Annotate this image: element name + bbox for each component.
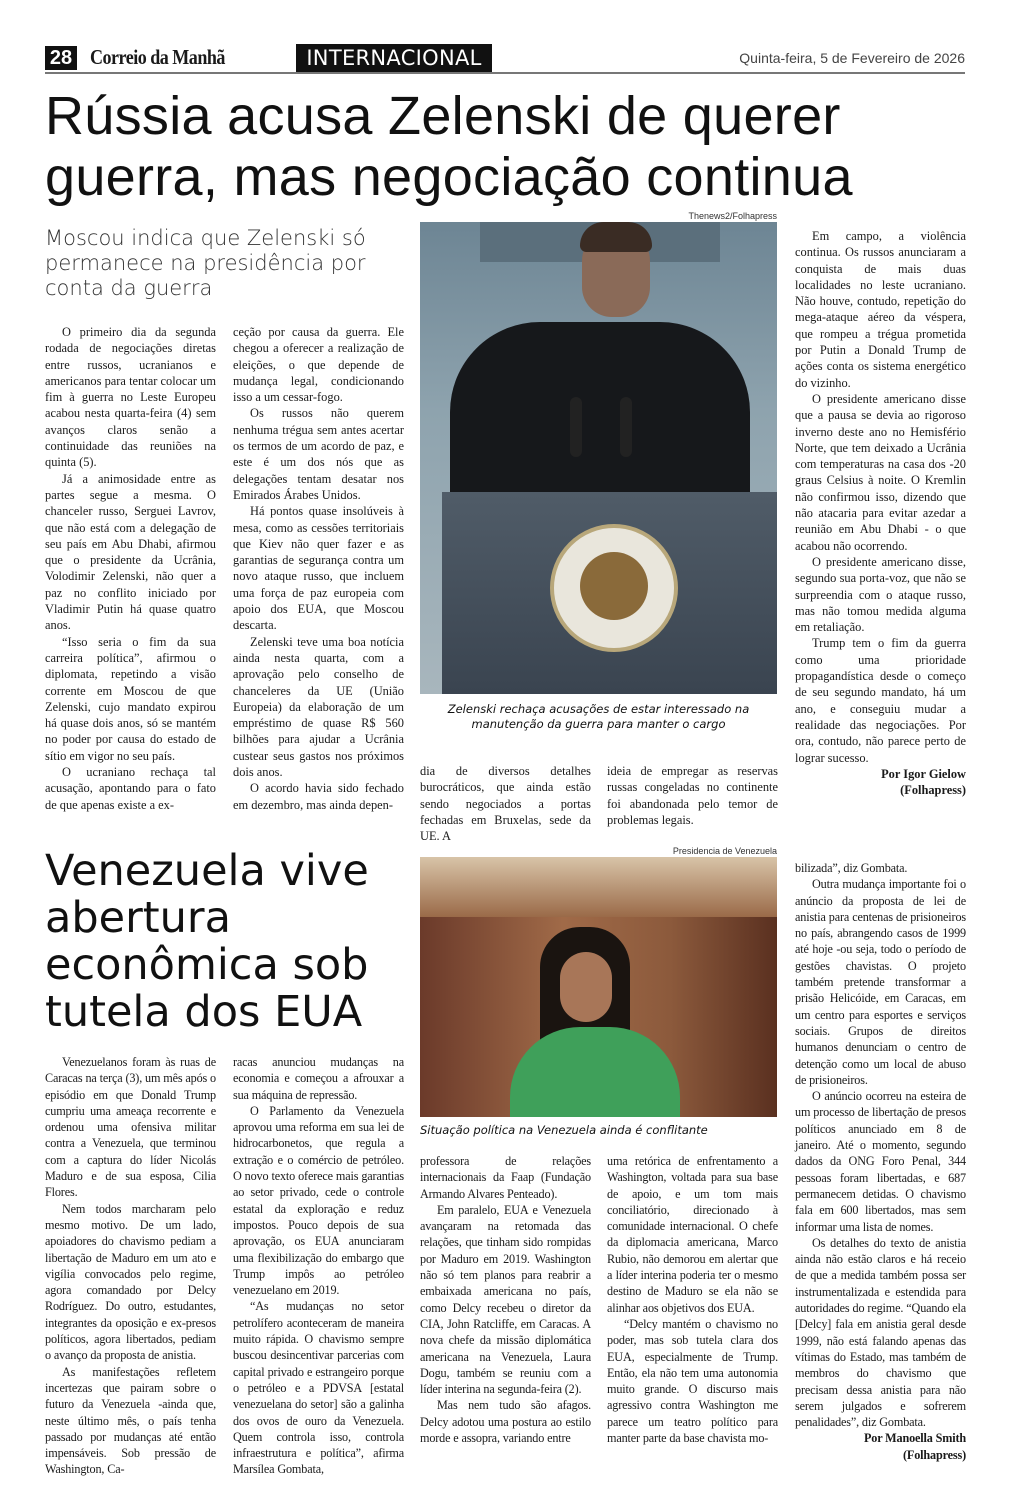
article1-column-2 xyxy=(233,324,404,813)
article1-column-4 xyxy=(607,763,778,828)
paragraph: professora de relações internacionais da Faap (Fundação Armando Alvares Penteado). xyxy=(420,1154,591,1201)
article2-column-4 xyxy=(607,1153,778,1446)
author-byline: Por Igor Gielow xyxy=(881,766,966,781)
paragraph: uma retórica de enfrentamento a Washington, voltada para sua base de apoio, e um tom mais conciliatório, direcionado à comunidade internacional. O chefe da diplomacia americana, Marco Rubio, não demorou em alertar que a líder interina poderia ter o mesmo destino de Maduro se ela não se alinhar aos objetivos dos EUA. xyxy=(607,1154,778,1315)
paragraph: Trump tem o fim da guerra como uma prioridade propagandística desde o começo de seu segundo mandato, há um ano, e conseguiu mudar a realidade das negociações. Por ora, contudo, não parece perto de lograr sucesso. xyxy=(795,636,966,765)
paragraph: Em paralelo, EUA e Venezuela avançaram na retomada das relações, que tinham sido rompidas por Maduro em 2019. Washington não só tem planos para reabrir a embaixada americana no país, como Delcy recebeu o diretor da CIA, John Ratcliffe, em Caracas. A nova chefe da missão diplomática americana na Venezuela, Laura Dogu, também se reuniu com a líder interina na segunda-feira (2). xyxy=(420,1202,591,1397)
article1-column-5 xyxy=(795,228,966,798)
paragraph: Os russos não querem nenhuma trégua sem antes acertar os termos de um acordo de paz, e este é um dos nós que as delegações tentam desatar nos Emirados Árabes Unidos. xyxy=(233,406,404,502)
article2-headline: Venezuela vive abertura econômica sob tutela dos EUA xyxy=(45,846,369,1037)
issue-date: Quinta-feira, 5 de Fevereiro de 2026 xyxy=(739,50,965,66)
article2-column-5 xyxy=(795,860,966,1463)
paragraph: “As mudanças no setor petrolífero aconteceram de maneira muito rápida. O chavismo sempre buscou desincentivar parcerias com capital privado e estrangeiro porque o petróleo e a PDVSA [estatal venezuelana do setor] são a galinha dos ovos de ouro da Venezuela. Quem controla isso, controla infraestrutura e política”, afirma Marsílea Gombata, xyxy=(233,1299,404,1477)
zelenski-photo xyxy=(420,222,777,694)
paragraph: As manifestações refletem incertezas que pairam sobre o futuro da Venezuela -ainda que, neste último mês, o país tenha passado por mudanças até então impensáveis. Sob pressão de Washington, Ca- xyxy=(45,1364,216,1477)
author-byline: Por Manoella Smith xyxy=(863,1431,966,1446)
article2-photo-credit: Presidencia de Venezuela xyxy=(672,846,777,856)
paragraph: Venezuelanos foram às ruas de Caracas na terça (3), um mês após o episódio em que Donald Trump cumpriu uma ameaça recorrente e ordenou uma ofensiva militar contra a Venezuela, que terminou com a captura do líder Nicolás Maduro e de sua esposa, Cilia Flores. xyxy=(45,1055,216,1200)
article1-headline: Rússia acusa Zelenski de querer guerra, mas negociação continua xyxy=(45,86,853,207)
article1-caption: Zelenski rechaça acusações de estar interessado na manutenção da guerra para manter o cargo xyxy=(447,702,750,731)
paragraph: O primeiro dia da segunda rodada de negociações diretas entre russos, ucranianos e americanos para tentar colocar um fim à guerra no Leste Europeu acabou nesta quarta-feira (4) sem avanços claros senão a continuidade das reuniões na quinta (5). xyxy=(45,325,216,470)
paragraph: Nem todos marcharam pelo mesmo motivo. De um lado, apoiadores do chavismo pediam a libertação de Maduro em um ato e vigília convocados pelo regime, agora comandado por Delcy Rodríguez. Do outro, estudantes, integrantes da oposição e ex-presos políticos, agora libertados, pediam o avanço da proposta de anistia. xyxy=(45,1201,216,1363)
paragraph: Há pontos quase insolúveis à mesa, como as cessões territoriais que Kiev não quer fazer e as garantias de segurança contra um novo ataque russo, que incluem uma força de paz europeia com apoio dos EUA, que Moscou descarta. xyxy=(233,504,404,633)
article2-column-1 xyxy=(45,1054,216,1478)
paragraph: O anúncio ocorreu na esteira de um processo de libertação de presos políticos anunciado em 8 de janeiro. Até o momento, segundo dados da ONG Foro Penal, 344 pessoas foram libertadas, e 687 permanecem detidas. O chavismo fala em 600 libertados, mas sem informar uma lista de nomes. xyxy=(795,1089,966,1234)
paragraph: Outra mudança importante foi o anúncio da proposta de lei de anistia para centenas de prisioneiros no país, abrangendo casos de 1999 até hoje -ou seja, todo o período de gestões chavistas. O projeto também pretende transformar a prisão Helicóide, em Caracas, em um centro para esportes e serviços sociais. Grupos de direitos humanos denunciam o centro de detenção como um local de abuso de prisioneiros. xyxy=(795,877,966,1087)
paragraph: O acordo havia sido fechado em dezembro, mas ainda depen- xyxy=(233,781,404,812)
delcy-rodriguez-photo xyxy=(420,857,777,1117)
article2-caption: Situação política na Venezuela ainda é conflitante xyxy=(420,1123,708,1137)
paragraph: O presidente americano disse, segundo sua porta-voz, que não se surpreendia com o ataque russo, mas não tomou medida alguma em retaliação. xyxy=(795,554,966,635)
paragraph: “Delcy mantém o chavismo no poder, mas sob tutela clara dos EUA, especialmente de Trump. Então, ela não tem uma autonomia muito grande. O discurso mais agressivo contra Washington me parece um teatro político para manter parte da base chavista mo- xyxy=(607,1316,778,1446)
paragraph: O presidente americano disse que a pausa se devia ao rigoroso inverno deste ano no Hemisfério Norte, que tem deixado a Ucrânia com temperaturas na casa dos -20 graus Celsius à noite. O Kremlin não confirmou isso, dizendo que não atacaria para evitar azedar a reunião em Abu Dhabi - o que acabou não ocorrendo. xyxy=(795,391,966,553)
byline-agency: (Folhapress) xyxy=(900,783,966,798)
article1-column-3 xyxy=(420,763,591,844)
paragraph: “Isso seria o fim da sua carreira política”, afirmou o diplomata, repetindo a visão corrente em Moscou de que Zelenski, cujo mandato expirou há quase dois anos, só se mantém no poder por causa do estado de sítio em vigor no seu país. xyxy=(45,634,216,763)
page-number: 28 xyxy=(45,46,77,70)
paragraph: bilizada”, diz Gombata. xyxy=(795,861,908,875)
article2-column-2 xyxy=(233,1054,404,1478)
header-divider xyxy=(45,72,965,74)
article1-photo-credit: Thenews2/Folhapress xyxy=(688,211,777,221)
paragraph: Mas nem tudo são afagos. Delcy adotou uma postura ao estilo morde e assopra, variando entre xyxy=(420,1398,591,1446)
paragraph: Em campo, a violência continua. Os russos anunciaram a conquista de mais duas localidades no leste ucraniano. Não houve, contudo, repetição do mega-ataque aéreo da véspera, que rompeu a trégua prometida por Putin a Donald Trump de ações conta os sistema energético do vizinho. xyxy=(795,229,966,390)
paragraph: Zelenski teve uma boa notícia ainda nesta quarta, com a aprovação pelo conselho de chanceleres da UE (União Europeia) da elaboração de um empréstimo de quase R$ 560 bilhões para ajudar a Ucrânia custear seus gastos nos próximos dois anos. xyxy=(233,634,404,780)
paragraph: Os detalhes do texto de anistia ainda não estão claros e há receio de que a medida também possa ser instrumentalizada e estendida para autoridades do regime. “Quando ela [Delcy] fala em anistia geral desde 1999, não está falando apenas das vítimas do Estado, mas também de membros do chavismo que precisam dessa anistia para não serem julgados e sofrerem penalidades”, diz Gombata. xyxy=(795,1235,966,1430)
byline-agency: (Folhapress) xyxy=(903,1447,966,1462)
paragraph: ceção por causa da guerra. Ele chegou a oferecer a realização de eleições, o que depende de mudança legal, condicionando isso a um cessar-fogo. xyxy=(233,325,404,405)
paragraph: racas anunciou mudanças na economia e começou a afrouxar a sua máquina de repressão. xyxy=(233,1055,404,1102)
article1-column-1 xyxy=(45,324,216,813)
article1-subhead: Moscou indica que Zelenski só permanece na presidência por conta da guerra xyxy=(45,226,366,300)
paragraph: dia de diversos detalhes burocráticos, que ainda estão sendo negociados a portas fechadas em Bruxelas, sede da UE. A xyxy=(420,764,591,844)
section-label: INTERNACIONAL xyxy=(296,44,492,72)
paragraph: O Parlamento da Venezuela aprovou uma reforma em sua lei de hidrocarbonetos, que regula a extração e o comércio de petróleo. O novo texto oferece mais garantias ao setor privado, cede o controle estatal da exploração e reduz impostos. Pouco depois de sua aprovação, os EUA anunciaram uma flexibilização do embargo que Trump impôs ao petróleo venezuelano em 2019. xyxy=(233,1103,404,1298)
article2-column-3 xyxy=(420,1153,591,1446)
paragraph: ideia de empregar as reservas russas congeladas no continente foi abandonada pelo temor de problemas legais. xyxy=(607,764,778,827)
masthead-logo: Correio da Manhã xyxy=(90,45,225,69)
paragraph: O ucraniano rechaça tal acusação, apontando para o fato de que apenas existe a ex- xyxy=(45,765,216,812)
paragraph: Já a animosidade entre as partes segue a mesma. O chanceler russo, Serguei Lavrov, que não está com a delegação de seu país em Abu Dhabi, afirmou que o presidente da Ucrânia, Volodimir Zelenski, não quer a paz no conflito iniciado por Vladimir Putin há quase quatro anos. xyxy=(45,471,216,633)
